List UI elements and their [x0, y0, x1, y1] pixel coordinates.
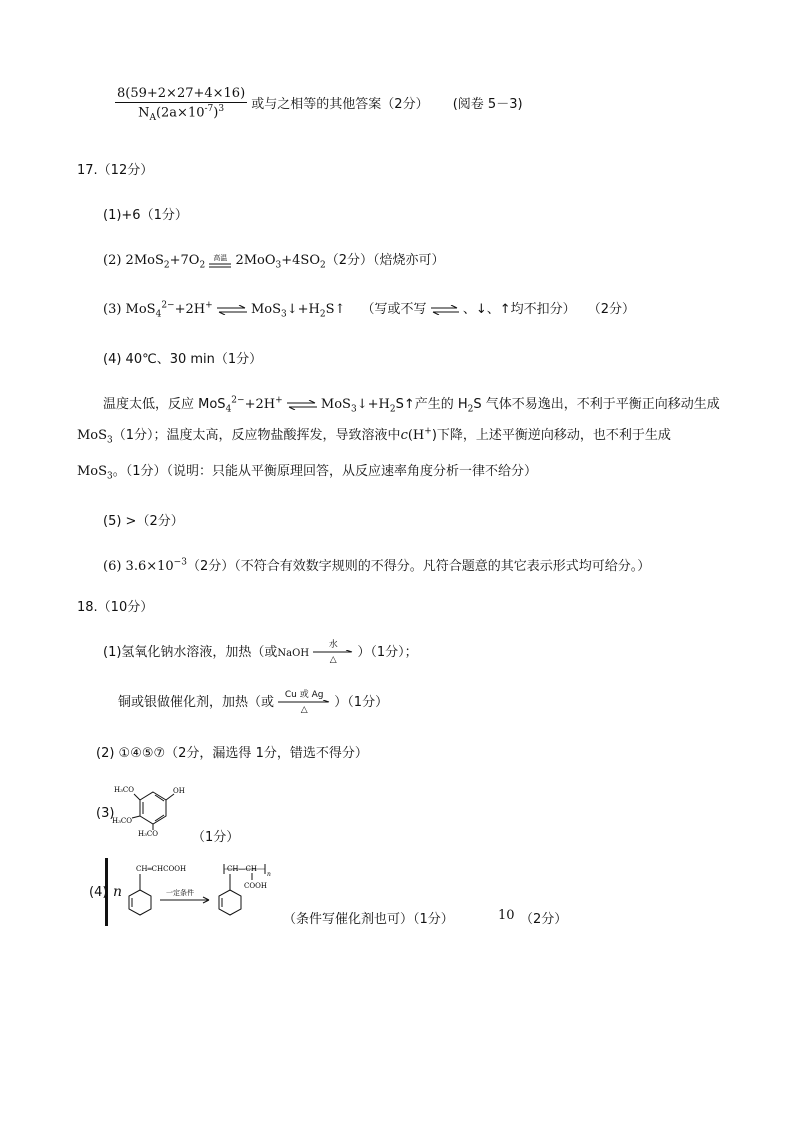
q18-part1-line1: (1)氢氧化钠水溶液，加热（或NaOH 水 △ ）（1分）； — [103, 640, 418, 665]
q17-part2: (2) $2MoS_2+7O_2$ 高温 $2MoO_3+4SO_2(2$分）（焙烧亦可） — [103, 253, 445, 271]
q18-header: 18.（10分） — [77, 600, 154, 615]
q18-part4-label: (4) — [89, 885, 108, 900]
q17-part4-explanation-line2: MoS$_3$（1分）；温度太高，反应物盐酸挥发，导致溶液中c(H+)下降，上述平衡逆向移动，也不利于生成 — [77, 426, 671, 446]
high-temp-arrow: 高温 — [213, 254, 228, 262]
monomer-side-chain: CH═CHCOOH — [136, 865, 187, 873]
equilibrium-arrow — [217, 305, 247, 315]
trimethoxyphenol-structure — [110, 778, 190, 838]
equilibrium-arrow-small — [431, 305, 459, 315]
q17-part1: (1)+6（1分） — [103, 208, 188, 223]
q17-part3: (3) MoS$_4^{2-}$+2H+ $MoS_3↓+H_2S↑$ （写或不写 、↓、↑均不扣分） （2分） — [103, 300, 636, 320]
q17-part6: (6) $3.6\times 10^{-3}(2$分）（不符合有效数字规则的不得分。凡符合题意的其它表示形式均可给分。） — [103, 557, 651, 574]
polymer-repeat-n: n — [267, 871, 271, 878]
q17-part4: (4) 40℃、30 min（1分） — [103, 352, 263, 367]
q18-part4-note: （条件写催化剂也可）（1分） — [283, 912, 454, 927]
q16-fraction-line — [115, 86, 523, 123]
hydroxyl-label: OH — [173, 787, 185, 795]
methoxy-label-mid: H₃CO — [112, 817, 133, 825]
q18-part3-label: (3) — [96, 806, 115, 821]
reaction-arrow-catalyst: Cu 或 Ag △ — [278, 690, 330, 715]
q18-part4-score: （2分） — [520, 912, 568, 927]
fraction-denominator: $N_A(2a\times 10^{-7})^3$ — [138, 104, 225, 123]
polymerization-scheme — [120, 858, 290, 924]
q18-part1-line2: 铜或银做催化剂，加热（或 Cu 或 Ag △ ）（1分） — [118, 690, 389, 715]
polymer-carboxyl: COOH — [244, 882, 267, 890]
density-fraction — [115, 86, 247, 123]
polymer-backbone: CH—CH — [227, 865, 257, 873]
methoxy-label-bottom: H₃CO — [138, 830, 159, 838]
q18-part4-coefficient: n — [113, 884, 123, 900]
q18-part2: (2) ①④⑤⑦（2分，漏选得 1分，错选不得分） — [96, 746, 368, 761]
equilibrium-arrow — [287, 400, 317, 410]
q17-part5: (5) >（2分） — [103, 514, 184, 529]
fraction-numerator: 8(59+2×27+4×16) — [117, 86, 246, 101]
methoxy-label-top: H₃CO — [114, 786, 135, 794]
q16-marking-note: (阅卷 5－3) — [452, 96, 523, 112]
reaction-arrow: 水 △ — [313, 640, 353, 665]
q18-part4-score-value: 10 — [498, 908, 515, 923]
q17-part4-explanation-line1: 温度太低，反应 MoS$_4^{2-}$+2H+ $MoS_3↓+H_2S↑$产生的 $H_2S$ 气体不易逸出，不利于平衡正向移动生成 — [103, 395, 720, 415]
q16-answer-note: 或与之相等的其他答案（2分） — [251, 96, 429, 112]
q17-header: 17.（12分） — [77, 163, 154, 178]
q17-part4-explanation-line3: MoS$_3$。（1分）（说明：只能从平衡原理回答，从反应速率角度分析一律不给分） — [77, 464, 538, 482]
reaction-condition: 一定条件 — [166, 889, 194, 897]
q18-part3-score: （1分） — [192, 830, 240, 845]
